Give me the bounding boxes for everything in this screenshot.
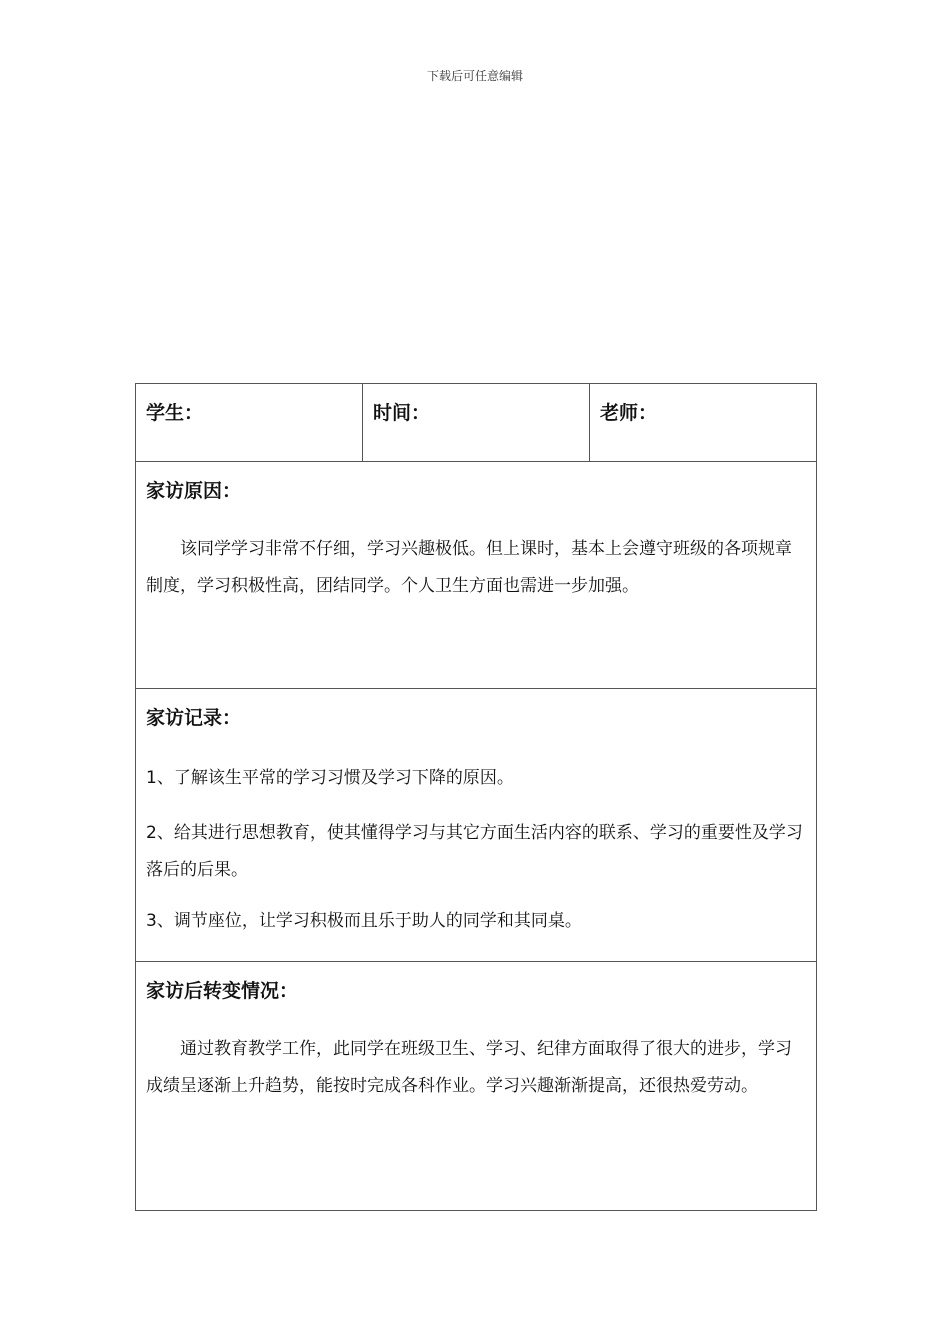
reason-text: 该同学学习非常不仔细，学习兴趣极低。但上课时，基本上会遵守班级的各项规章制度，学习积极性高，团结同学。个人卫生方面也需进一步加强。	[146, 539, 792, 596]
form-header-row	[136, 384, 817, 462]
home-visit-form	[135, 383, 817, 1211]
record-cell[interactable]	[136, 689, 817, 962]
teacher-cell[interactable]	[590, 384, 817, 462]
time-cell[interactable]	[363, 384, 590, 462]
change-cell[interactable]	[136, 962, 817, 1211]
reason-cell[interactable]	[136, 462, 817, 689]
teacher-label: 老师：	[600, 402, 658, 424]
page-header-caption: 下载后可任意编辑	[426, 69, 523, 83]
record-item: 3、调节座位，让学习积极而且乐于助人的同学和其同桌。	[146, 911, 582, 931]
change-text: 通过教育教学工作，此同学在班级卫生、学习、纪律方面取得了很大的进步，学习成绩呈逐渐上升趋势，能按时完成各科作业。学习兴趣渐渐提高，还很热爱劳动。	[146, 1039, 792, 1096]
reason-title: 家访原因：	[146, 480, 242, 502]
reason-row	[136, 462, 817, 689]
change-row	[136, 962, 817, 1211]
record-row	[136, 689, 817, 962]
student-label: 学生：	[146, 402, 204, 424]
record-item: 1、了解该生平常的学习习惯及学习下降的原因。	[146, 768, 514, 788]
student-cell[interactable]	[136, 384, 363, 462]
record-title: 家访记录：	[146, 707, 242, 729]
record-item: 2、给其进行思想教育，使其懂得学习与其它方面生活内容的联系、学习的重要性及学习落后的后果。	[146, 823, 803, 880]
change-title: 家访后转变情况：	[146, 980, 299, 1002]
time-label: 时间：	[373, 402, 431, 424]
